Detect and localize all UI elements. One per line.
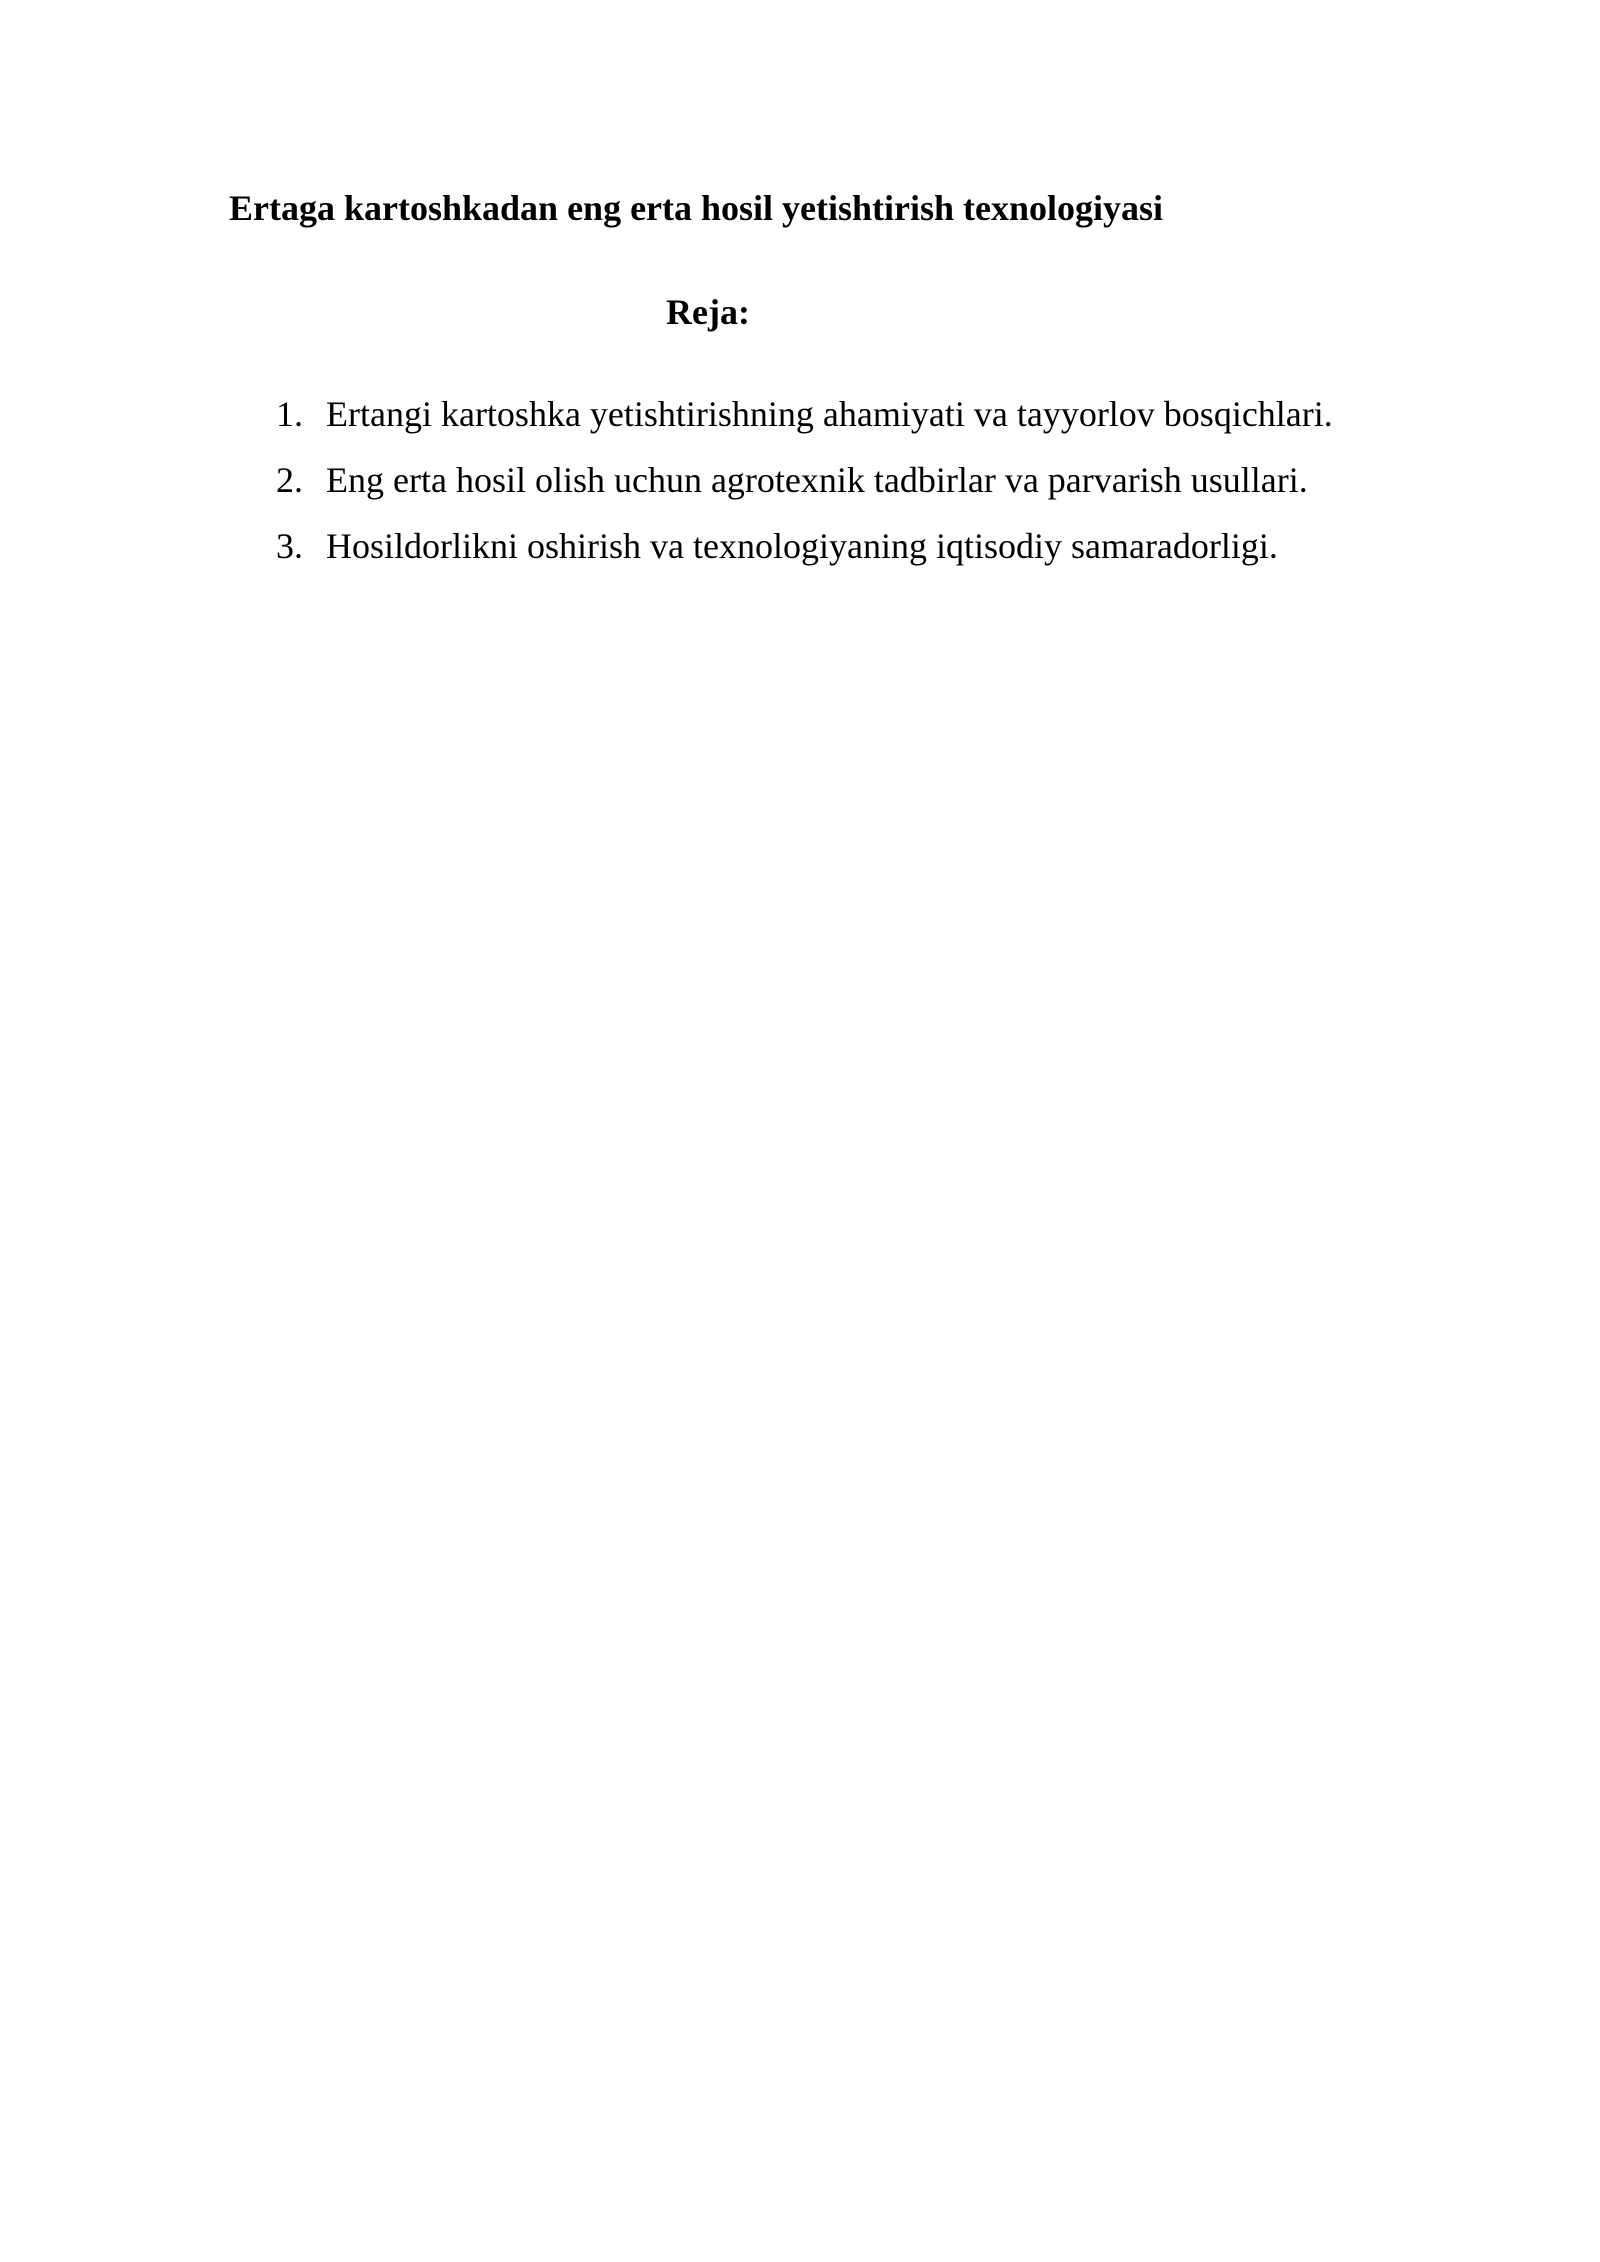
- plan-heading: Reja:: [666, 292, 750, 332]
- plan-item: [276, 388, 1333, 454]
- plan-item-number: 1.: [276, 394, 303, 434]
- plan-item: [276, 520, 1333, 586]
- plan-list: [276, 388, 1333, 586]
- plan-item-text: Eng erta hosil olish uchun agrotexnik tadbirlar va parvarish usullari.: [326, 460, 1308, 500]
- plan-item-text: Ertangi kartoshka yetishtirishning ahamiyati va tayyorlov bosqichlari.: [326, 394, 1333, 434]
- document-title: Ertaga kartoshkadan eng erta hosil yetishtirish texnologiyasi: [229, 188, 1164, 228]
- plan-item-text: Hosildorlikni oshirish va texnologiyaning iqtisodiy samaradorligi.: [326, 526, 1278, 566]
- plan-item: [276, 454, 1333, 520]
- plan-item-number: 3.: [276, 526, 303, 566]
- plan-item-number: 2.: [276, 460, 303, 500]
